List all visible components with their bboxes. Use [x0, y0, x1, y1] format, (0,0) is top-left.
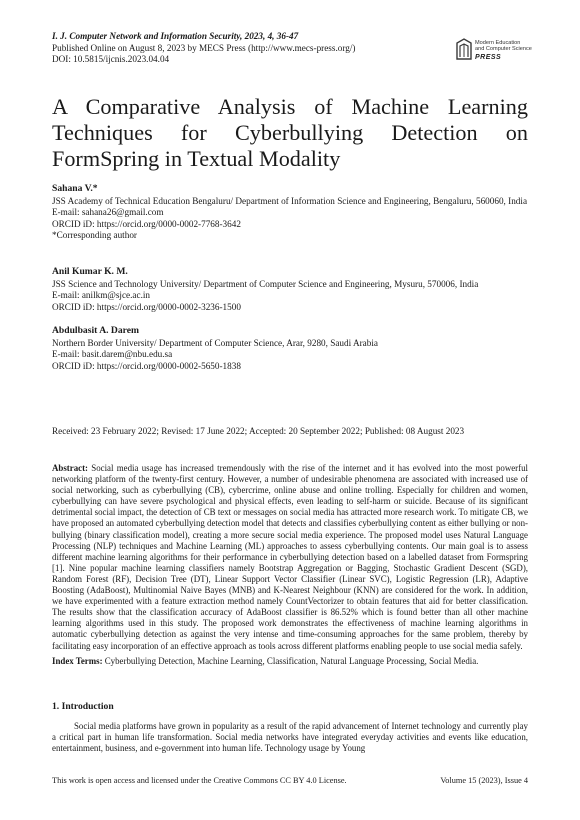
author-affiliation: Northern Border University/ Department of Computer Science, Arar, 9280, Saudi Arabia	[52, 338, 378, 349]
author-block	[52, 266, 528, 313]
author-orcid: ORCID iD: https://orcid.org/0000-0002-7768-3642	[52, 218, 241, 229]
abstract-text: Social media usage has increased tremendously with the rise of the internet and it has evolved into the most powerful networking platform of the twenty-first century. However, a number of undesirable phenomena are associated with increased use of social networking, such as cyberbullying (CB), cybercrime, online abuse and online trolling. Especially for children and women, cyberbullying can have severe psychological and physical effects, even leading to self-harm or suicide. Because of its significant detrimental social impact, the detection of CB text or messages on social media has attracted more research work. To mitigate CB, we have proposed an automated cyberbullying detection model that detects and classifies cyberbullying content as either bullying or non-bullying (binary classification model), creating a more secure social media experience. The proposed model uses Natural Language Processing (NLP) techniques and Machine Learning (ML) approaches to assess cyberbullying contents. Our main goal is to assess different machine learning algorithms for their performance in cyberbullying detection based on a labelled dataset from Formspring [1]. Nine popular machine learning classifiers namely Bootstrap Aggregation or Bagging, Stochastic Gradient Descent (SGD), Random Forest (RF), Decision Tree (DT), Linear Support Vector Classifier (Linear SVC), Logistic Regression (LR), Adaptive Boosting (AdaBoost), Multinomial Naive Bayes (MNB) and K-Nearest Neighbour (KNN) are considered for the work. In addition, we have experimented with a feature extraction method namely CountVectorizer to obtain features that aid for better classification. The results show that the classification accuracy of AdaBoost classifier is 86.52% which is found better than all other machine learning algorithms used in this study. The proposed work demonstrates the effectiveness of machine learning algorithms in automatic cyberbullying detection as against the very intense and time-consuming approaches for the same problem, thereby by facilitating easy incorporation of an effective approach as tools across different platforms enabling people to use social media safely.	[52, 463, 528, 651]
author-orcid: ORCID iD: https://orcid.org/0000-0002-5650-1838	[52, 360, 241, 371]
logo-brand: PRESS	[475, 54, 502, 61]
author-email: E-mail: sahana26@gmail.com	[52, 207, 164, 218]
author-affiliation: JSS Academy of Technical Education Bengaluru/ Department of Information Science and Engineering, Bengaluru, 560060, India	[52, 196, 528, 207]
author-email: E-mail: anilkm@sjce.ac.in	[52, 290, 151, 301]
title-line: A Comparative Analysis of Machine Learning	[52, 94, 528, 119]
author-name: Anil Kumar K. M.	[52, 266, 128, 277]
license-note: This work is open access and licensed under the Creative Commons CC BY 4.0 License.	[52, 776, 347, 785]
logo-text: Modern Education and Computer Science	[475, 40, 532, 53]
author-orcid: ORCID iD: https://orcid.org/0000-0002-3236-1500	[52, 301, 241, 312]
page-footer	[52, 776, 528, 785]
title-line: Techniques for Cyberbullying Detection on	[52, 120, 528, 145]
journal-header	[52, 31, 355, 66]
paper-title	[52, 94, 528, 172]
doi: DOI: 10.5815/ijcnis.2023.04.04	[52, 54, 170, 65]
intro-paragraph: Social media platforms have grown in popularity as a result of the rapid advancement of Internet technology and currently play a critical part in human life transformation. Social media networks have integrated everyday activities and events like education, entertainment, business, and e-government into human life. Technology usage by Young	[52, 721, 528, 754]
mecs-press-logo	[455, 36, 535, 66]
author-name: Sahana V.*	[52, 183, 98, 194]
abstract	[52, 463, 528, 652]
index-terms-label: Index Terms:	[52, 656, 103, 666]
index-terms-text: Cyberbullying Detection, Machine Learning, Classification, Natural Language Processing, Social Media.	[104, 656, 479, 666]
title-line: FormSpring in Textual Modality	[52, 146, 341, 171]
author-block	[52, 325, 528, 372]
abstract-label: Abstract:	[52, 463, 88, 473]
index-terms	[52, 656, 528, 666]
publication-dates: Received: 23 February 2022; Revised: 17 June 2022; Accepted: 20 September 2022; Published: 08 August 2023	[52, 426, 465, 436]
author-block	[52, 183, 528, 241]
journal-citation: I. J. Computer Network and Information Security, 2023, 4, 36-47	[52, 31, 299, 41]
section-heading: 1. Introduction	[52, 701, 114, 712]
author-email: E-mail: basit.darem@nbu.edu.sa	[52, 349, 173, 360]
volume-issue: Volume 15 (2023), Issue 4	[440, 776, 528, 785]
press-logo-icon	[455, 37, 473, 61]
author-name: Abdulbasit A. Darem	[52, 325, 139, 336]
corresponding-note: *Corresponding author	[52, 229, 137, 240]
publication-info: Published Online on August 8, 2023 by MECS Press (http://www.mecs-press.org/)	[52, 42, 356, 53]
author-affiliation: JSS Science and Technology University/ Department of Computer Science and Engineering, Mysuru, 570006, India	[52, 279, 479, 290]
